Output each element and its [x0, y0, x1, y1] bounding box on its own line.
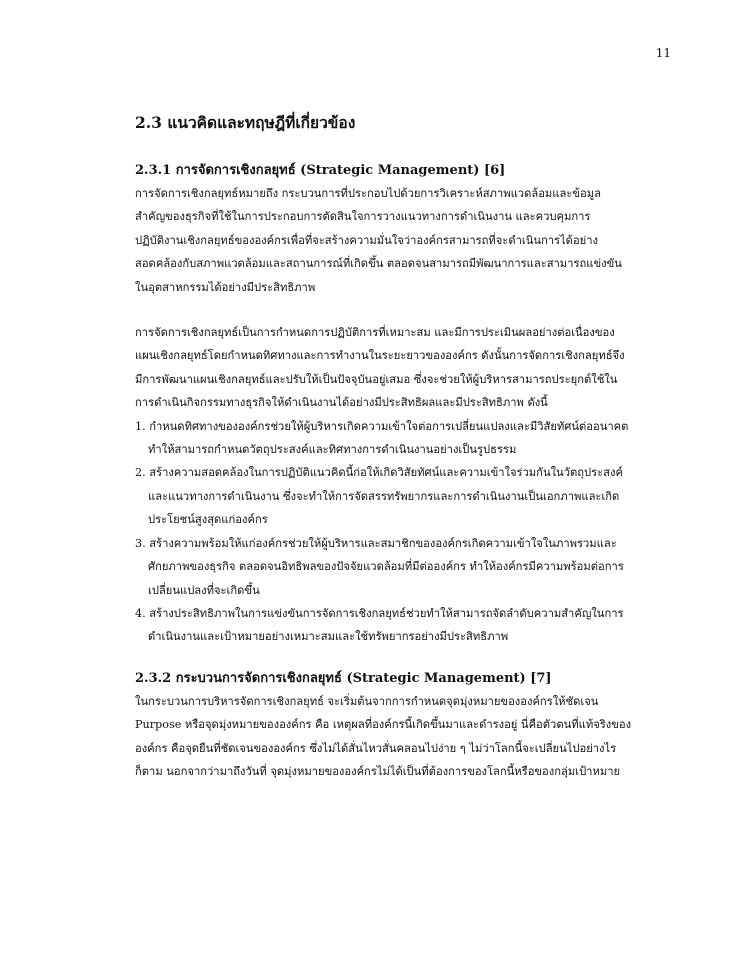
- text-line: การดำเนินกิจกรรมทางธุรกิจให้ดำเนินงานได้อย่างมีประสิทธิผลและมีประสิทธิภาพ ดังนี้: [135, 396, 548, 410]
- text-line: แผนเชิงกลยุทธ์โดยกำหนดทิศทางและการทำงานในระยะยาวขององค์กร ดังนั้นการจัดการเชิงกลยุทธ์จึง: [135, 349, 625, 363]
- subsection-heading-2-3-2: 2.3.2 กระบวนการจัดการเชิงกลยุทธ์ (Strategic Management) [7]: [135, 670, 552, 686]
- text-line: ในกระบวนการบริหารจัดการเชิงกลยุทธ์ จะเริ่มต้นจากการกำหนดจุดมุ่งหมายขององค์กรให้ชัดเจน: [135, 694, 599, 708]
- paragraph-strategic-definition: [135, 182, 675, 299]
- page-number: 11: [655, 46, 671, 60]
- list-item: [135, 602, 675, 649]
- text-line: การจัดการเชิงกลยุทธ์หมายถึง กระบวนการที่ประกอบไปด้วยการวิเคราะห์สภาพแวดล้อมและข้อมูล: [135, 187, 601, 200]
- text-line: 1. กำหนดทิศทางขององค์กรช่วยให้ผู้บริหารเกิดความเข้าใจต่อการเปลี่ยนแปลงและมีวิสัยทัศน์ต่ออนาคต: [135, 419, 629, 433]
- text-line: 2. สร้างความสอดคล้องในการปฏิบัติแนวคิดนี้ก่อให้เกิดวิสัยทัศน์และความเข้าใจร่วมกันในวัตถุประสงค์: [135, 466, 623, 480]
- text-line: การจัดการเชิงกลยุทธ์เป็นการกำหนดการปฏิบัติการที่เหมาะสม และมีการประเมินผลอย่างต่อเนื่องของ: [135, 326, 615, 340]
- list-item: [135, 415, 675, 462]
- text-line: ในอุตสาหกรรมได้อย่างมีประสิทธิภาพ: [135, 280, 316, 294]
- text-line: ทำให้สามารถกำหนดวัตถุประสงค์และทิศทางการดำเนินงานอย่างเป็นรูปธรรม: [148, 443, 517, 457]
- text-line: ก็ตาม นอกจากว่ามาถึงวันที่ จุดมุ่งหมายขององค์กรไม่ได้เป็นที่ต้องการของโลกนี้หรือของกลุ่มเป้าหมาย: [135, 764, 621, 778]
- text-line: องค์กร คือจุดยืนที่ชัดเจนขององค์กร ซึ่งไม่ได้สั่นไหวสั่นคลอนไปง่าย ๆ ไม่ว่าโลกนี้จะเปลี่ยนไปอย่างไร: [135, 741, 617, 755]
- paragraph-strategic-practice: [135, 321, 675, 415]
- text-line: Purpose หรือจุดมุ่งหมายขององค์กร คือ เหตุผลที่องค์กรนี้เกิดขึ้นมาและดำรงอยู่ นี่คือตัวตนที่แท้จริงของ: [135, 718, 632, 732]
- text-line: 4. สร้างประสิทธิภาพในการแข่งขันการจัดการเชิงกลยุทธ์ช่วยทำให้สามารถจัดลำดับความสำคัญในการ: [135, 606, 624, 620]
- text-line: เปลี่ยนแปลงที่จะเกิดขึ้น: [148, 583, 260, 597]
- text-line: มีการพัฒนาแผนเชิงกลยุทธ์และปรับให้เป็นปัจจุบันอยู่เสมอ ซึ่งจะช่วยให้ผู้บริหารสามารถประยุกต์ใช้ใน: [135, 372, 618, 386]
- text-line: 3. สร้างความพร้อมให้แก่องค์กรช่วยให้ผู้บริหารและสมาชิกขององค์กรเกิดความเข้าใจในภาพรวมและ: [135, 536, 617, 550]
- text-line: สอดคล้องกับสภาพแวดล้อมและสถานการณ์ที่เกิดขึ้น ตลอดจนสามารถมีพัฒนาการและสามารถแข่งขัน: [135, 257, 622, 271]
- numbered-list: [135, 415, 675, 649]
- paragraph-spacer: [135, 299, 675, 321]
- text-line: ศักยภาพของธุรกิจ ตลอดจนอิทธิพลของปัจจัยแวดล้อมที่มีต่อองค์กร ทำให้องค์กรมีความพร้อมต่อการ: [148, 560, 624, 574]
- text-line: สำคัญของธุรกิจที่ใช้ในการประกอบการตัดสินใจการวางแนวทางการดำเนินงาน และควบคุมการ: [135, 210, 591, 224]
- list-item: [135, 532, 675, 602]
- text-line: ปฏิบัติงานเชิงกลยุทธ์ขององค์กรเพื่อที่จะสร้างความมั่นใจว่าองค์กรสามารถที่จะดำเนินการได้อย่าง: [135, 233, 598, 247]
- section-spacer: [135, 649, 675, 667]
- subsection-heading-2-3-1: 2.3.1 การจัดการเชิงกลยุทธ์ (Strategic Management) [6]: [135, 163, 506, 178]
- text-line: และแนวทางการดำเนินงาน ซึ่งจะทำให้การจัดสรรทรัพยากรและการดำเนินงานเป็นเอกภาพและเกิด: [148, 489, 620, 503]
- text-line: ประโยชน์สูงสุดแก่องค์กร: [148, 513, 268, 527]
- text-line: ดำเนินงานและเป้าหมายอย่างเหมาะสมและใช้ทรัพยากรอย่างมีประสิทธิภาพ: [148, 630, 509, 644]
- page-content: [135, 110, 675, 783]
- list-item: [135, 461, 675, 531]
- section-heading: 2.3 แนวคิดและทฤษฎีที่เกี่ยวข้อง: [135, 113, 356, 132]
- paragraph-strategic-process: [135, 690, 675, 784]
